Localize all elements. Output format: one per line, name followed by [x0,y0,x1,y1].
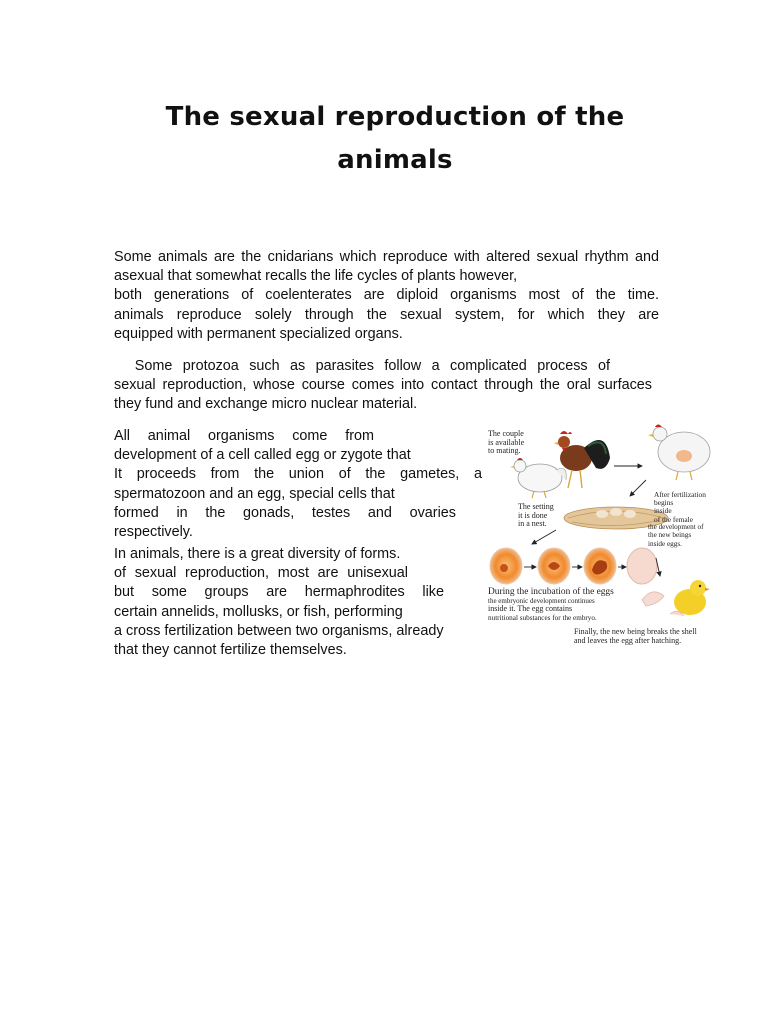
text-line: respectively. [114,524,193,541]
text-line: In animals, there is a great diversity of forms. [114,546,401,562]
caption-mating [488,430,524,456]
text-line: certain annelids, mollusks, or fish, performing [114,603,403,620]
arrow-down-left-2 [532,530,556,544]
egg-whole-icon [627,548,657,584]
egg-stage-1-icon [490,548,522,584]
caption-hatching [574,628,697,645]
text-line: It proceeds from the union of the gametes, a [114,466,482,483]
chicken-life-cycle-figure [484,418,720,650]
caption-line: nutritional substances for the embryo. [488,613,597,622]
caption-line: to mating. [488,446,521,456]
fertilized-hen-icon [648,425,710,481]
paragraph-organisms [114,427,482,542]
paragraph-cnidarians [114,248,659,344]
page-title [150,96,640,182]
text-line: Some protozoa such as parasites follow a complicated process of [114,358,610,374]
text-line: spermatozoon and an egg, special cells that [114,485,395,502]
text-line: both generations of coelenterates are diploid organisms most of the time. [114,287,659,304]
caption-nest [518,503,554,529]
text-line: sexual reproduction, whose course comes into contact through the oral surfaces [114,377,652,394]
arrow-down-left-1 [630,480,646,496]
paragraph-diversity [114,545,464,660]
caption-line: inside eggs. [648,539,682,548]
caption-line: After fertilization [654,490,706,499]
text-line: equipped with permanent specialized organs. [114,325,403,342]
paragraph-protozoa [114,357,652,415]
caption-line: inside it. The egg contains [488,604,573,614]
caption-line: is available [488,437,525,447]
caption-line: and leaves the egg after hatching. [574,635,682,645]
caption-line: The couple [488,429,524,438]
caption-line: of the female [654,514,693,524]
chick-icon [642,580,710,616]
text-line: development of a cell called egg or zygote that [114,447,411,464]
caption-line: the embryonic development continues [488,596,595,605]
caption-line: it is done [518,510,548,520]
title-line-2: animals [337,145,453,175]
text-line: they fund and exchange micro nuclear material. [114,396,418,413]
caption-line: the development of [648,523,704,531]
title-line-1: The sexual reproduction of the [165,102,625,132]
text-line: All animal organisms come from [114,428,374,444]
text-line: animals reproduce solely through the sexual system, for which they are [114,306,659,323]
text-line: formed in the gonads, testes and ovaries [114,504,456,521]
caption-fertilization [654,491,706,524]
text-line: but some groups are hermaphrodites like [114,584,444,601]
text-line: that they cannot fertilize themselves. [114,642,347,659]
text-line: a cross fertilization between two organisms, already [114,622,444,639]
rooster-icon [554,431,610,488]
caption-line: Finally, the new being breaks the shell [574,627,697,636]
caption-line: in a nest. [518,519,547,529]
egg-stage-2-icon [538,548,570,584]
caption-line: inside [654,506,672,516]
caption-line: the new beings [648,531,692,540]
caption-line: begins [654,498,674,508]
text-line: asexual that somewhat recalls the life cycles of plants however, [114,268,518,285]
caption-line: The setting [518,502,554,511]
hen-icon [510,458,566,498]
text-line: Some animals are the cnidarians which reproduce with altered sexual rhythm and [114,249,659,265]
caption-development [648,523,704,548]
caption-incubation-title: During the incubation of the eggs [488,587,614,597]
caption-incubation [488,588,614,622]
text-line: of sexual reproduction, most are unisexual [114,565,408,582]
egg-stage-3-icon [584,548,616,584]
